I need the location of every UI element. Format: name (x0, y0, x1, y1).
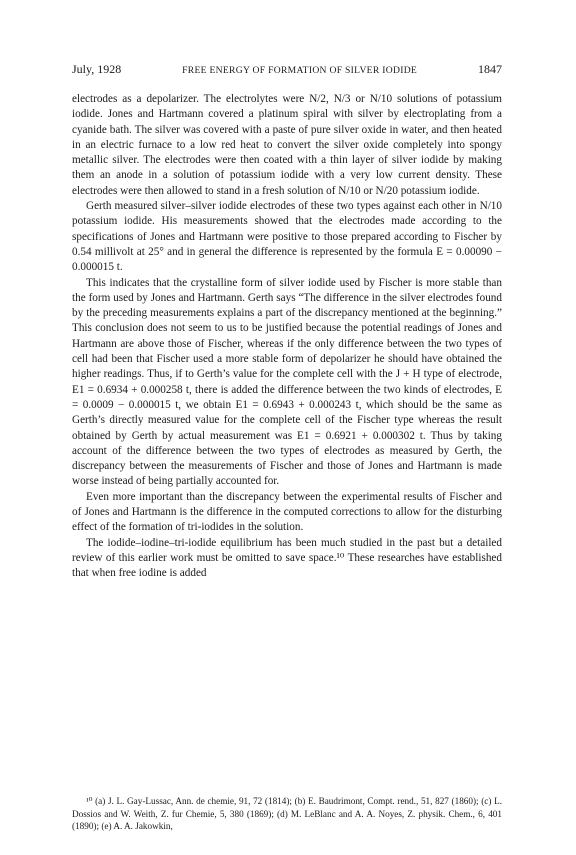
paragraph: Gerth measured silver–silver iodide electrodes of these two types against each other in N/10 potassium iodide. His measurements showed that the electrodes made according to the specifications of Jones and Hartmann were positive to those prepared according to Fischer by 0.54 millivolt at 25° and in general the difference is represented by the formula E = 0.00090 − 0.000015 t. (72, 200, 502, 274)
paragraph: This indicates that the crystalline form of silver iodide used by Fischer is more stable than the form used by Jones and Hartmann. Gerth says “The difference in the silver electrodes found by the preceding measurements explains a part of the discrepancy mentioned at the beginning.” This conclusion does not seem to us to be justified because the potential readings of Jones and Hartmann are above those of Fischer, whereas if the only difference between the two types of cell had been that Fischer used a more stable form of depolarizer he should have obtained the higher readings. Thus, if to Gerth’s value for the complete cell with the J + H type of electrode, E1 = 0.6934 + 0.000258 t, there is added the difference between the two kinds of electrodes, E = 0.0009 − 0.000015 t, we obtain E1 = 0.6943 + 0.000243 t, which should be the same as Gerth’s directly measured value for the complete cell of the Fischer type whereas the result obtained by Gerth by actual measurement was E1 = 0.6921 + 0.000302 t. Thus by taking account of the difference between the two types of electrodes as measured by Gerth, the discrepancy between the measurements of Fischer and those of Jones and Hartmann is made worse instead of being partially accounted for. (72, 276, 502, 488)
page-header (72, 62, 502, 77)
paragraph: The iodide–iodine–tri-iodide equilibrium has been much studied in the past but a detailed review of this earlier work must be omitted to save space.¹⁰ These researches have established that when free iodine is added (72, 536, 502, 580)
footnote (72, 795, 502, 833)
paragraph: Even more important than the discrepancy between the experimental results of Fischer and of Jones and Hartmann is the difference in the computed corrections to allow for the disturbing effect of the formation of tri-iodides in the solution. (72, 490, 502, 534)
footnote-text: ¹⁰ (a) J. L. Gay-Lussac, Ann. de chemie, 91, 72 (1814); (b) E. Baudrimont, Compt. rend., 51, 827 (1860); (c) L. Dossios and W. Weith, Z. fur Chemie, 5, 380 (1869); (d) M. LeBlanc and A. A. Noyes, Z. physik. Chem., 6, 401 (1890); (e) A. A. Jakowkin, (72, 796, 502, 832)
article-body (72, 92, 502, 582)
page-number: 1847 (478, 62, 502, 76)
paragraph: electrodes as a depolarizer. The electrolytes were N/2, N/3 or N/10 solutions of potassium iodide. Jones and Hartmann covered a platinum spiral with silver by electroplating from a cyanide bath. The silver was covered with a paste of pure silver oxide in water, and then heated in an electric furnace to a low red heat to convert the silver oxide completely into spongy metallic silver. The electrodes were then coated with a thin layer of silver iodide by making them an anode in a solution of potassium iodide with a very low current density. These electrodes were then allowed to stand in a fresh solution of N/10 or N/20 potassium iodide. (72, 93, 502, 197)
running-title: FREE ENERGY OF FORMATION OF SILVER IODIDE (182, 65, 418, 76)
issue-date: July, 1928 (72, 62, 122, 76)
